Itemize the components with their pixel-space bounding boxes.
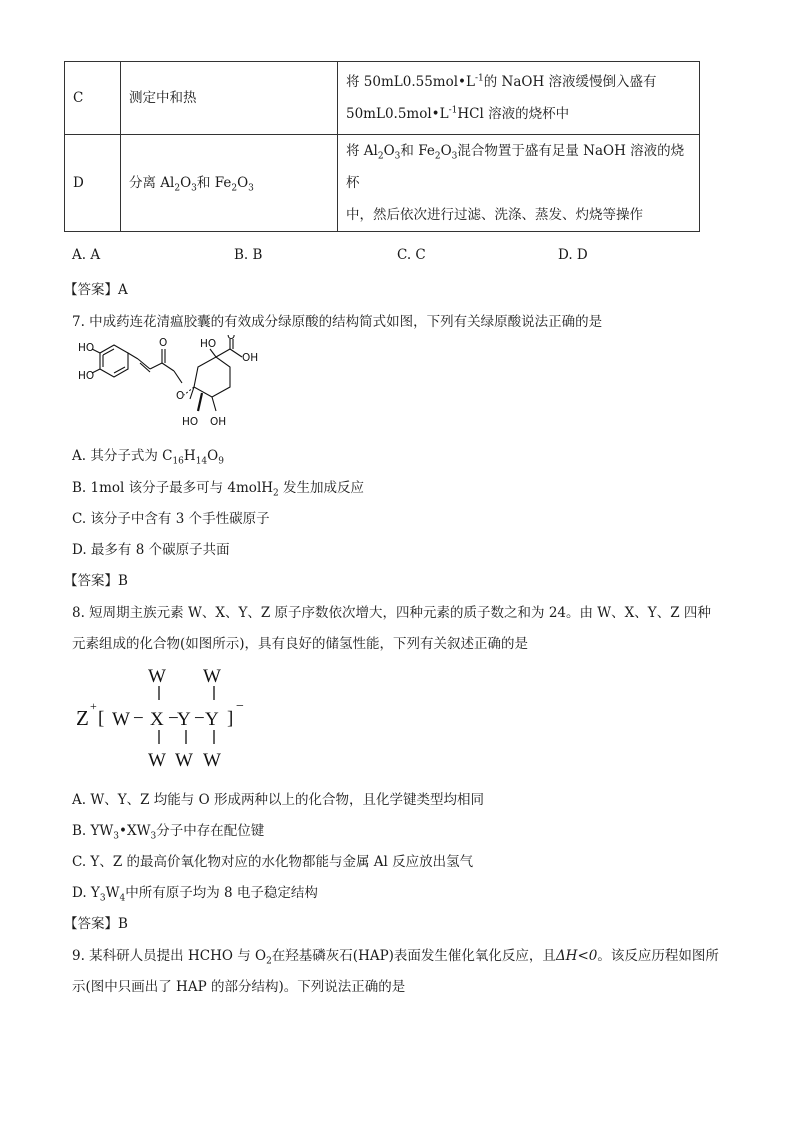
ho-label: HO [200,338,217,350]
row-purpose: 分离 $Al_2O_3$和 $Fe_2O_3$ [121,135,338,232]
question-9-stem-line1: 9. 某科研人员提出 HCHO 与 $O_2$在羟基磷灰石(HAP)表面发生催化氧化反应，且ΔH<0。该反应历程如图所 [72,948,719,967]
q8-option-a: A. W、Y、Z 均能与 O 形成两种以上的化合物，且化学键类型均相同 [72,792,484,808]
y-atom: Y [177,709,191,730]
question-8-stem-line2: 元素组成的化合物(如图所示)，具有良好的储氢性能，下列有关叙述正确的是 [72,636,529,652]
w-atom: W [148,666,166,687]
experiment-table [64,61,700,232]
choice-c: C. C [397,247,426,263]
w-atom: W [112,709,130,730]
minus-sign: − [236,699,244,714]
q8-option-c: C. Y、Z 的最高价氧化物对应的水化物都能与金属 Al 反应放出氢气 [72,854,474,870]
q7-option-a: A. 其分子式为 $C_{16}H_{14}O_9$ [72,448,224,467]
left-bracket: [ [98,708,105,729]
operation-line: 将 $Al_2O_3$和 $Fe_2O_3$混合物置于盛有足量 NaOH 溶液的烧杯 [346,143,685,191]
cooh-o-label: O [227,335,236,342]
ho-label: HO [78,342,95,354]
ho-label: HO [78,370,95,382]
ester-o-label: O [176,390,185,402]
bond-dash: − [168,708,179,729]
w-atom: W [203,750,221,771]
question-9-stem-line2: 示(图中只画出了 HAP 的部分结构)。下列说法正确的是 [72,979,406,995]
choice-d: D. D [558,247,588,263]
compound-structure [72,660,262,775]
chlorogenic-acid-structure [70,335,270,435]
carbonyl-o-label: O [159,337,168,349]
row-operation [338,62,700,135]
question-8-stem-line1: 8. 短周期主族元素 W、X、Y、Z 原子序数依次增大，四种元素的质子数之和为 24。由 W、X、Y、Z 四种 [72,605,711,621]
w-atom: W [148,750,166,771]
q7-option-d: D. 最多有 8 个碳原子共面 [72,542,230,558]
right-bracket: ] [227,708,234,729]
w-atom: W [175,750,193,771]
operation-line: 中，然后依次进行过滤、洗涤、蒸发、灼烧等操作 [346,207,643,223]
table-row [65,135,700,232]
q8-option-b: B. $YW_3•XW_3$分子中存在配位键 [72,823,265,842]
x-atom: X [150,709,164,730]
oh-label: OH [210,416,227,428]
choice-a: A. A [72,247,101,263]
bond-dash: − [194,708,205,729]
row-operation [338,135,700,232]
y-atom: Y [205,709,219,730]
choice-b: B. B [234,247,263,263]
oh-label: OH [242,352,259,364]
answer-q6: 【答案】A [64,282,128,298]
row-label: D [65,135,121,232]
operation-line: $50mL0.5mol•L^{-1}HCl$ 溶液的烧杯中 [346,105,570,122]
question-7-stem: 7. 中成药连花清瘟胶囊的有效成分绿原酸的结构简式如图，下列有关绿原酸说法正确的是 [72,314,603,330]
row-purpose: 测定中和热 [121,62,338,135]
w-atom: W [203,666,221,687]
operation-line: 将 $50mL0.55mol•L^{-1}$的 NaOH 溶液缓慢倒入盛有 [346,73,657,90]
q8-option-d: D. $Y_3W_4$中所有原子均为 8 电子稳定结构 [72,885,318,904]
table-row [65,62,700,135]
answer-q8: 【答案】B [64,916,128,932]
bond-dash: − [133,708,144,729]
z-atom: Z [76,706,89,730]
q7-option-c: C. 该分子中含有 3 个手性碳原子 [72,511,270,527]
ho-label: HO [182,416,199,428]
answer-q7: 【答案】B [64,573,128,589]
molecule-drawing [70,335,270,435]
structure-drawing [72,660,262,775]
plus-sign: + [90,699,97,713]
q7-option-b: B. 1mol 该分子最多可与 4molH$_2$ 发生加成反应 [72,480,365,499]
row-label: C [65,62,121,135]
